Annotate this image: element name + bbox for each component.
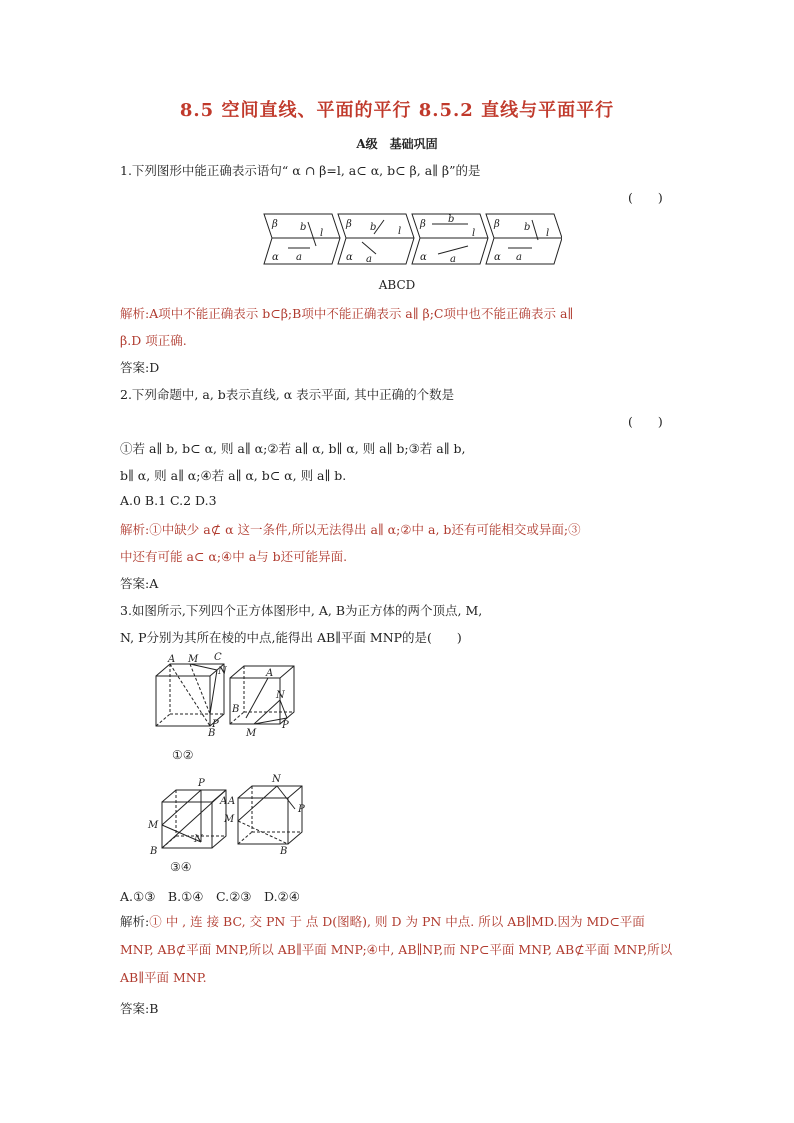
q3-c3-P: P <box>198 778 205 789</box>
q1-d-alpha: α <box>494 252 501 263</box>
q3-c4-M: M <box>224 814 235 825</box>
q1-b-beta: β <box>346 219 352 230</box>
q1-a-beta: β <box>272 219 278 230</box>
q2-options: A.0 B.1 C.2 D.3 <box>120 493 217 508</box>
q3-answer: 答案:B <box>120 1001 159 1016</box>
q2-items-line2: b∥ α, 则 a∥ α;④若 a∥ α, b⊂ α, 则 a∥ b. <box>120 468 347 483</box>
q3-stem-line1: 3.如图所示,下列四个正方体图形中, A, B为正方体的两个顶点, M, <box>120 603 483 618</box>
q2-answer: 答案:A <box>120 576 159 591</box>
q3-analysis-text: ① 中 , 连 接 BC, 交 PN 于 点 D(图略), 则 D 为 PN 中点. 所以 AB∥MD.因为 MD⊂平面 MNP, AB⊄平面 MNP,所以 AB∥平面 MNP;④中, AB∥NP,而 NP⊂平面 MNP, AB⊄平面 MNP,所以 AB∥平面 MNP. <box>120 914 673 985</box>
section-subtitle: A级 基础巩固 <box>356 137 438 151</box>
q1-a-label-b: b <box>300 222 307 233</box>
q1-a-alpha: α <box>272 252 279 263</box>
q2-stem: 2.下列命题中, a, b表示直线, α 表示平面, 其中正确的个数是 <box>120 387 455 402</box>
q3-c3-N: N <box>194 834 203 845</box>
q1-a-label-l: l <box>320 228 324 239</box>
q1-analysis-line1 <box>120 304 680 322</box>
q3-cube-4 <box>238 786 302 844</box>
q1-b-label-b: b <box>370 222 377 233</box>
q3-options: A.①③ B.①④ C.②③ D.②④ <box>120 889 300 904</box>
q1-d-beta: β <box>494 219 500 230</box>
q3-c4-N: N <box>272 774 281 785</box>
q1-b-label-l: l <box>398 226 402 237</box>
q1-figure-planes <box>262 210 562 270</box>
q1-c-beta: β <box>420 219 426 230</box>
q1-b-label-a: a <box>366 254 372 265</box>
q3-c1-A: A <box>168 654 176 665</box>
q2-items-line1: ①若 a∥ b, b⊂ α, 则 a∥ α;②若 a∥ α, b∥ α, 则 a∥ b;③若 a∥ b, <box>120 441 466 456</box>
q1-a-label-a: a <box>296 252 302 263</box>
q3-caption-bottom: ③④ <box>170 860 192 874</box>
q3-c1-M: M <box>188 654 199 665</box>
q3-c2-B: B <box>232 704 240 715</box>
q3-c4-A: A <box>228 796 236 807</box>
q2-analysis-line1 <box>120 520 680 538</box>
q3-c3-B: B <box>150 846 158 857</box>
q1-b-alpha: α <box>346 252 353 263</box>
q1-analysis-prefix: 解析: <box>120 306 150 321</box>
q3-figure-cubes-top <box>150 652 300 740</box>
q3-cube-1 <box>156 664 224 726</box>
page-title: 8.5 空间直线、平面的平行 8.5.2 直线与平面平行 <box>179 100 615 121</box>
q2-analysis-prefix: 解析: <box>120 522 150 537</box>
q1-analysis-text1: A项中不能正确表示 b⊂β;B项中不能正确表示 a∥ β;C项中也不能正确表示 a∥ <box>149 306 574 321</box>
q1-answer: 答案:D <box>120 360 160 375</box>
q3-c4-B: B <box>280 846 288 857</box>
q1-stem: 1.下列图形中能正确表示语句“ α ∩ β=l, a⊂ α, b⊂ β, a∥ β”的是 <box>120 163 481 178</box>
q2-answer-paren: ( ) <box>628 414 663 429</box>
q3-stem-line2: N, P分别为其所在棱的中点,能得出 AB∥平面 MNP的是( ) <box>120 630 462 645</box>
q3-caption-top: ①② <box>172 748 194 762</box>
q3-c4-P: P <box>298 804 305 815</box>
q1-options-caption: ABCD <box>378 278 416 292</box>
q1-d-label-l: l <box>546 228 550 239</box>
q1-d-label-b: b <box>524 222 531 233</box>
q3-c2-A: A <box>266 668 274 679</box>
q3-c3-M: M <box>148 820 159 831</box>
q3-c1-N: N <box>218 666 227 677</box>
q1-d-label-a: a <box>516 252 522 263</box>
q3-analysis <box>120 908 675 992</box>
q1-c-label-b: b <box>448 214 455 225</box>
q3-analysis-prefix: 解析: <box>120 914 150 929</box>
q2-analysis-text1: ①中缺少 a⊄ α 这一条件,所以无法得出 a∥ α;②中 a, b还有可能相交或异面;③ <box>149 522 581 537</box>
q2-analysis-line2: 中还有可能 a⊂ α;④中 a与 b还可能异面. <box>120 549 348 564</box>
q1-c-label-l: l <box>472 228 476 239</box>
q3-c1-P: P <box>212 719 219 730</box>
q3-c2-N: N <box>276 690 285 701</box>
q1-c-label-a: a <box>450 254 456 265</box>
q1-analysis-line2: β.D 项正确. <box>120 333 187 348</box>
q3-c2-P: P <box>282 720 289 731</box>
q1-c-alpha: α <box>420 252 427 263</box>
q3-c1-C: C <box>214 652 222 663</box>
q3-c1-B: B <box>208 728 216 739</box>
q3-figure-cubes-bottom <box>144 774 320 858</box>
q1-answer-paren: ( ) <box>628 190 663 205</box>
q3-c2-M: M <box>246 728 257 739</box>
q3-c3-A: A <box>220 796 228 807</box>
